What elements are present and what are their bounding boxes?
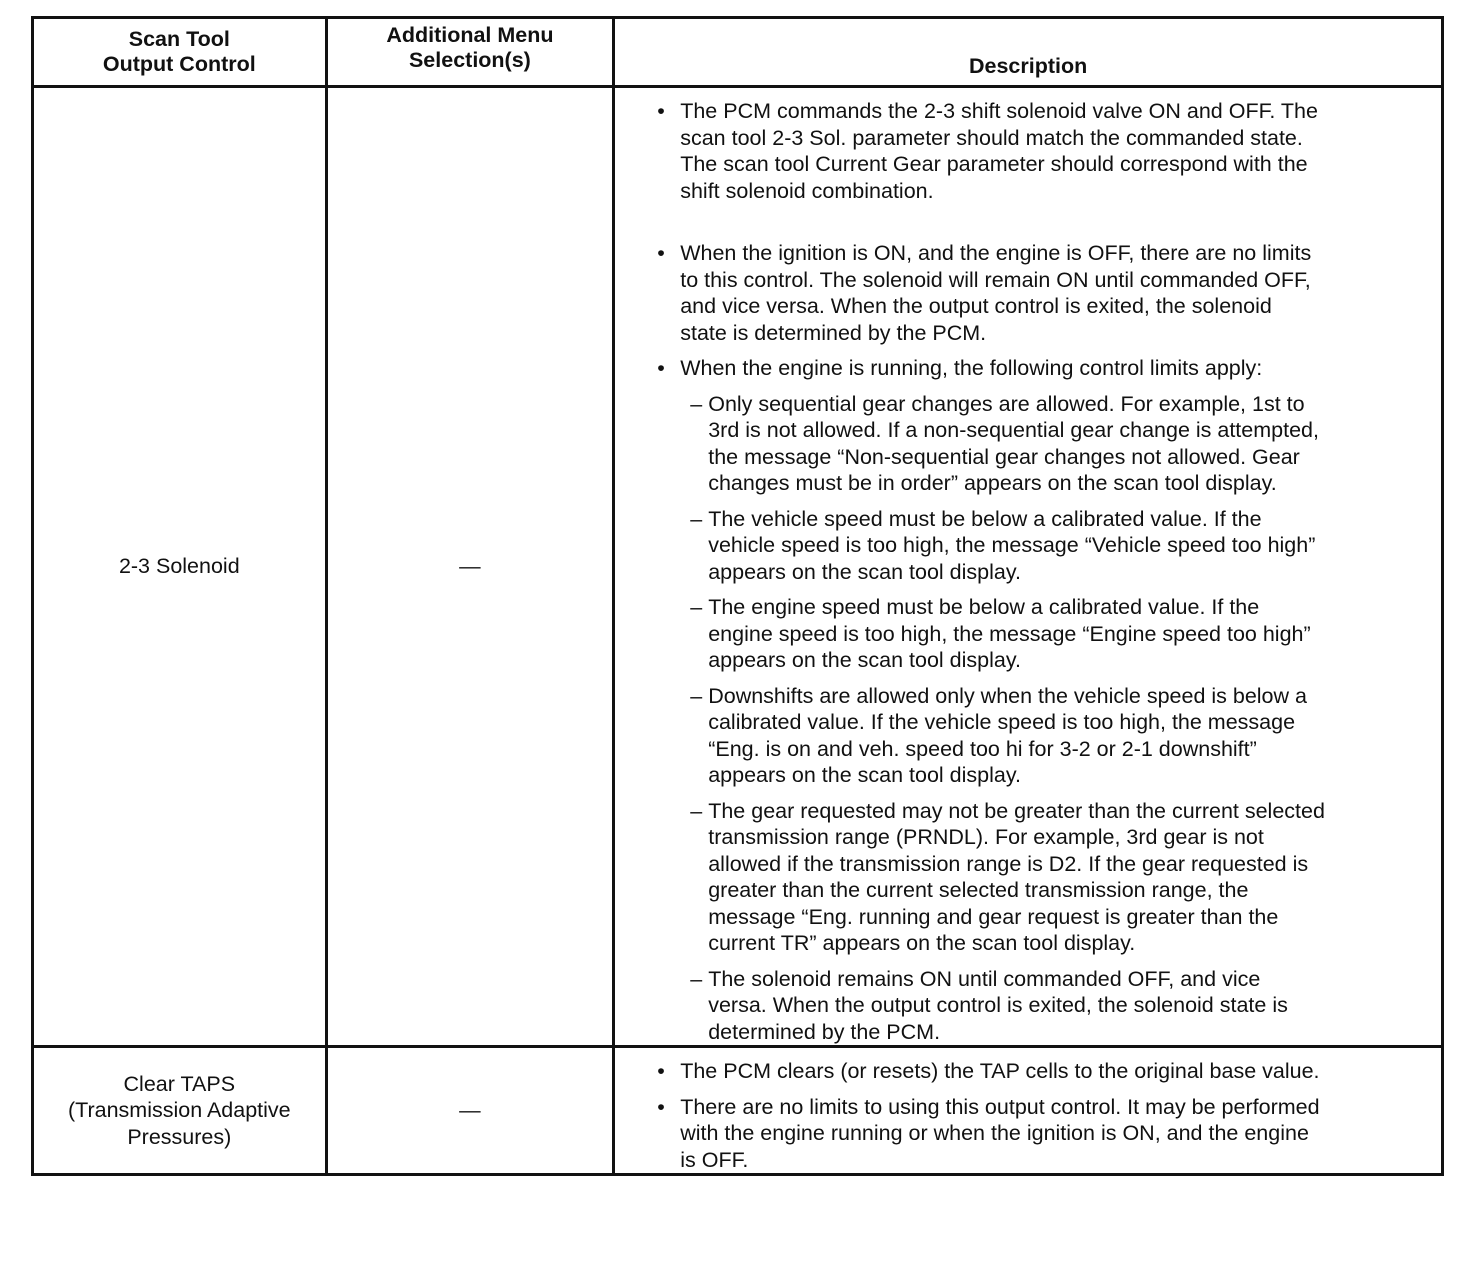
bullet-icon: •	[657, 99, 665, 123]
description-sub-item	[615, 506, 1441, 586]
description-line: “Eng. is on and veh. speed too hi for 3-2 or 2-1 downshift”	[708, 736, 1257, 761]
description-line: The scan tool Current Gear parameter should correspond with the	[680, 152, 1308, 176]
description-line: transmission range (PRNDL). For example, 3rd gear is not	[708, 825, 1264, 849]
description-line: the message “Non-sequential gear changes not allowed. Gear	[708, 444, 1300, 469]
description-line: shift solenoid combination.	[680, 178, 934, 203]
output-control-cell	[33, 1047, 327, 1175]
description-line: current TR” appears on the scan tool display.	[708, 931, 1136, 955]
table-row	[33, 1047, 1443, 1175]
description-bullet	[615, 1094, 1441, 1174]
description-line: greater than the current selected transmission range, the	[708, 878, 1249, 902]
dash-icon: –	[690, 506, 703, 531]
description-bullet	[615, 355, 1441, 382]
dash-icon: –	[690, 683, 703, 708]
description-line: allowed if the transmission range is D2. If the gear requested is	[708, 851, 1309, 876]
description-line: versa. When the output control is exited, the solenoid state is	[708, 993, 1288, 1017]
description-line: The PCM clears (or resets) the TAP cells to the original base value.	[680, 1059, 1320, 1083]
description-line: vehicle speed is too high, the message “Vehicle speed too high”	[708, 533, 1316, 557]
description-cell	[614, 87, 1443, 1047]
description-line: 3rd is not allowed. If a non-sequential gear change is attempted,	[708, 418, 1319, 442]
menu-selection-value: —	[459, 554, 481, 579]
dash-icon: –	[690, 391, 703, 416]
header-text: Output Control	[102, 52, 256, 76]
description-line: state is determined by the PCM.	[680, 320, 987, 345]
description-line: with the engine running or when the ignition is ON, and the engine	[680, 1121, 1309, 1145]
output-control-name: 2-3 Solenoid	[118, 554, 240, 579]
description-line: determined by the PCM.	[708, 1019, 941, 1044]
bullet-icon: •	[657, 241, 665, 265]
output-control-cell	[33, 87, 327, 1047]
description-line: There are no limits to using this output control. It may be performed	[680, 1094, 1320, 1119]
bullet-icon: •	[657, 1059, 665, 1083]
description-cell	[614, 1047, 1443, 1175]
menu-selection-cell	[326, 1047, 614, 1175]
description-line: Only sequential gear changes are allowed. For example, 1st to	[708, 391, 1305, 416]
description-bullet	[615, 98, 1441, 204]
header-text: Description	[968, 54, 1088, 78]
description-sub-item	[615, 798, 1441, 957]
description-line: Downshifts are allowed only when the vehicle speed is below a	[708, 683, 1307, 708]
description-line: The engine speed must be below a calibrated value. If the	[708, 595, 1260, 619]
output-control-name: Pressures)	[127, 1124, 232, 1149]
description-line: When the ignition is ON, and the engine is OFF, there are no limits	[680, 241, 1312, 265]
description-line: When the engine is running, the following control limits apply:	[680, 356, 1263, 380]
output-control-name: Clear TAPS	[123, 1071, 236, 1096]
description-line: appears on the scan tool display.	[708, 763, 1021, 787]
dash-icon: –	[690, 798, 703, 823]
description-line: and vice versa. When the output control is exited, the solenoid	[680, 294, 1272, 318]
description-bullet	[615, 1058, 1441, 1085]
description-line: scan tool 2-3 Sol. parameter should match the commanded state.	[680, 125, 1303, 150]
description-sub-item	[615, 594, 1441, 674]
description-line: appears on the scan tool display.	[708, 559, 1021, 584]
menu-selection-cell	[326, 87, 614, 1047]
header-text: Additional Menu	[386, 23, 554, 47]
description-sub-item	[615, 391, 1441, 497]
header-text: Selection(s)	[408, 48, 531, 72]
description-line: The solenoid remains ON until commanded OFF, and vice	[708, 966, 1261, 991]
dash-icon: –	[690, 966, 703, 991]
description-sub-item	[615, 683, 1441, 789]
header-additional-menu-selections	[326, 18, 614, 87]
description-bullet	[615, 240, 1441, 346]
description-line: changes must be in order” appears on the scan tool display.	[708, 471, 1277, 495]
description-line: The vehicle speed must be below a calibrated value. If the	[708, 506, 1262, 531]
bullet-icon: •	[657, 1094, 665, 1119]
dash-icon: –	[690, 595, 703, 619]
output-control-table	[31, 16, 1444, 1176]
description-line: The PCM commands the 2-3 shift solenoid valve ON and OFF. The	[680, 99, 1318, 123]
bullet-icon: •	[657, 356, 665, 380]
description-line: message “Eng. running and gear request is greater than the	[708, 904, 1279, 929]
output-control-name: (Transmission Adaptive	[67, 1098, 291, 1123]
description-line: to this control. The solenoid will remain ON until commanded OFF,	[680, 267, 1311, 292]
description-line: The gear requested may not be greater than the current selected	[708, 798, 1325, 823]
header-scan-tool-output-control	[33, 18, 327, 87]
header-text: Scan Tool	[128, 27, 230, 51]
menu-selection-value: —	[459, 1098, 481, 1123]
description-line: engine speed is too high, the message “Engine speed too high”	[708, 621, 1311, 646]
description-line: is OFF.	[680, 1147, 749, 1172]
description-line: calibrated value. If the vehicle speed is too high, the message	[708, 710, 1296, 734]
description-line: appears on the scan tool display.	[708, 648, 1021, 672]
header-row	[33, 18, 1443, 87]
header-description	[614, 18, 1443, 87]
table-row	[33, 87, 1443, 1047]
description-sub-item	[615, 966, 1441, 1046]
